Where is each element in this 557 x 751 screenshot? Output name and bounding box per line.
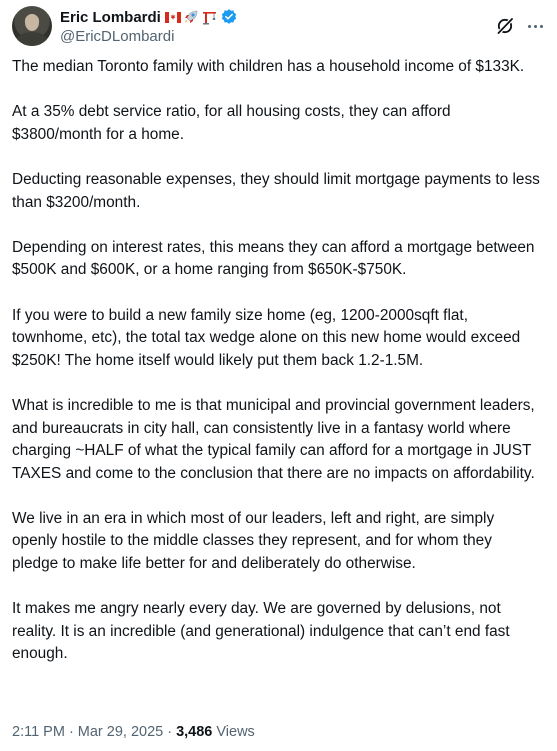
tweet-paragraph: At a 35% debt service ratio, for all housing costs, they can afford $3800/month for a home. [12, 103, 451, 143]
tweet-paragraph: It makes me angry nearly every day. We are governed by delusions, not reality. It is an incredible (and generational) indulgence that can’t end fast enough. [12, 600, 510, 663]
tweet-meta [12, 724, 255, 740]
grok-icon[interactable] [495, 16, 515, 36]
verified-badge-icon [220, 8, 238, 26]
avatar[interactable] [12, 6, 52, 46]
author-display-name[interactable]: Eric Lombardi [60, 8, 161, 26]
rocket-icon [183, 9, 199, 25]
tweet-paragraph: Depending on interest rates, this means they can afford a mortgage between $500K and $600K, or a home ranging from $650K-$750K. [12, 238, 535, 279]
tweet-text [12, 56, 542, 689]
author-handle[interactable]: @EricDLombardi [60, 28, 175, 45]
tweet-paragraph: The median Toronto family with children has a household income of $133K. [12, 58, 525, 75]
views-label: Views [216, 724, 255, 740]
views-count: 3,486 [176, 724, 213, 740]
meta-separator: · [167, 724, 173, 740]
construction-crane-icon [201, 9, 217, 25]
more-options-icon[interactable] [525, 16, 545, 36]
canada-flag-icon [165, 12, 181, 23]
tweet-header [12, 6, 545, 46]
tweet-paragraph: If you were to build a new family size home (eg, 1200-2000sqft flat, townhome, etc), the total tax wedge alone on this new home would exceed $250K! The home itself would likely put them back 1.2-1.5M. [12, 306, 521, 369]
tweet-paragraph: Deducting reasonable expenses, they should limit mortgage payments to less than $3200/month. [12, 170, 540, 211]
tweet-time[interactable]: 2:11 PM [12, 724, 65, 740]
tweet-paragraph: What is incredible to me is that municipal and provincial government leaders, and bureaucrats in city hall, can consistently live in a fantasy world where charging ~HALF of what the typical family can afford for a mortgage in JUST TAXES and come to the conclusion that there are no impacts on affordability. [12, 396, 535, 482]
tweet-date[interactable]: Mar 29, 2025 [77, 724, 164, 740]
tweet-paragraph: We live in an era in which most of our leaders, left and right, are simply openly hostile to the middle classes they represent, and for whom they pledge to make life better for and deliberately do otherwise. [12, 509, 495, 573]
author-names [60, 7, 238, 45]
name-emojis [165, 9, 217, 25]
meta-separator: · [68, 724, 74, 740]
